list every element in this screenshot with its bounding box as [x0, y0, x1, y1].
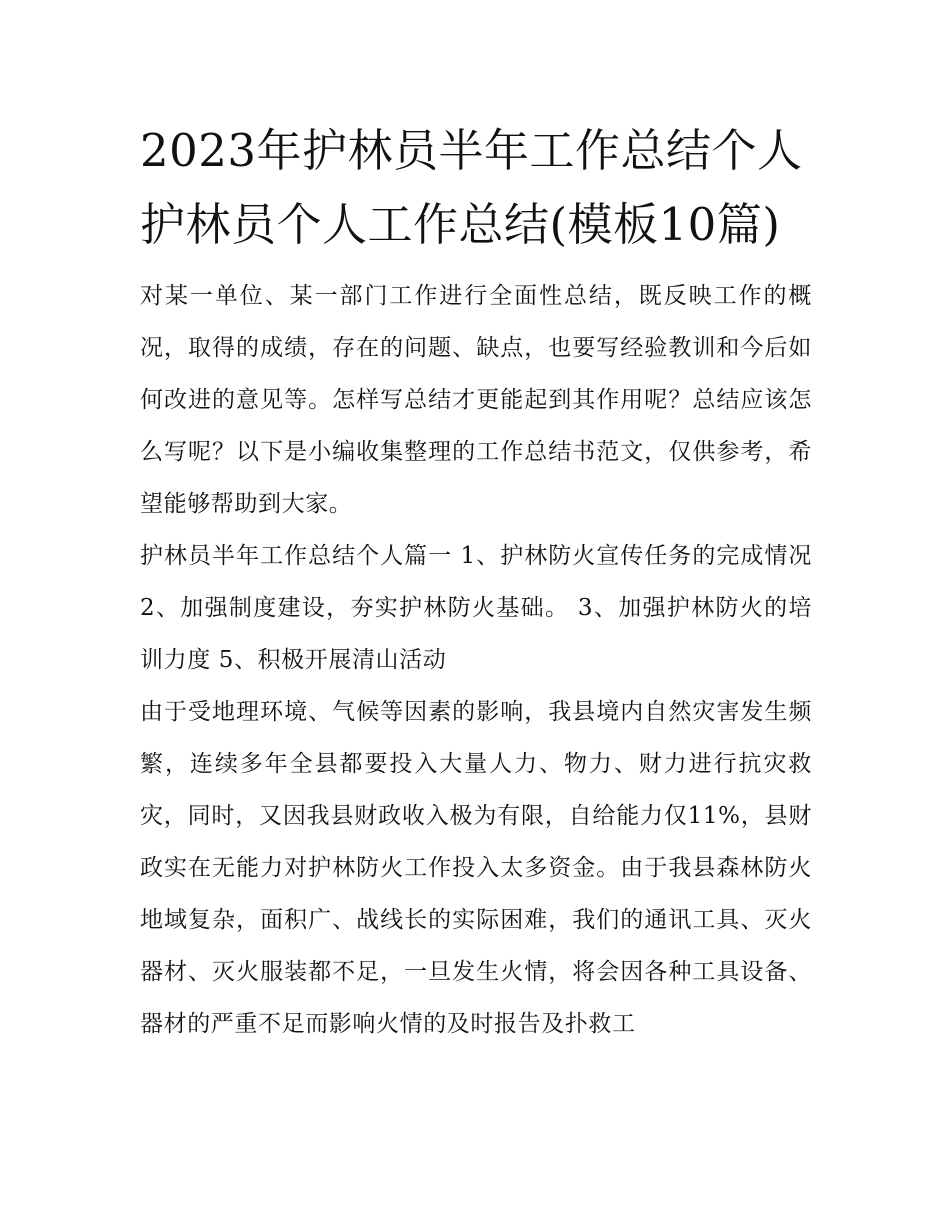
- paragraph-difficulties: 由于受地理环境、气候等因素的影响，我县境内自然灾害发生频繁，连续多年全县都要投入大量人力、物力、财力进行抗灾救灾，同时，又因我县财政收入极为有限，自给能力仅11%，县财政实在无能力对护林防火工作投入太多资金。由于我县森林防火地域复杂，面积广、战线长的实际困难，我们的通讯工具、灭火器材、灭火服装都不足，一旦发生火情，将会因各种工具设备、器材的严重不足而影响火情的及时报告及扑救工: [140, 699, 812, 1037]
- paragraph-intro: 对某一单位、某一部门工作进行全面性总结，既反映工作的概况，取得的成绩，存在的问题、缺点，也要写经验教训和今后如何改进的意见等。怎样写总结才更能起到其作用呢？总结应该怎么写呢？以下是小编收集整理的工作总结书范文，仅供参考，希望能够帮助到大家。: [140, 283, 812, 517]
- document-title: 2023年护林员半年工作总结个人 护林员个人工作总结(模板10篇): [140, 124, 803, 251]
- document-page: [140, 114, 812, 1050]
- paragraph-chapter-one: 护林员半年工作总结个人篇一 1、护林防火宣传任务的完成情况 2、加强制度建设，夯实护林防火基础。 3、加强护林防火的培训力度 5、积极开展清山活动: [140, 543, 812, 673]
